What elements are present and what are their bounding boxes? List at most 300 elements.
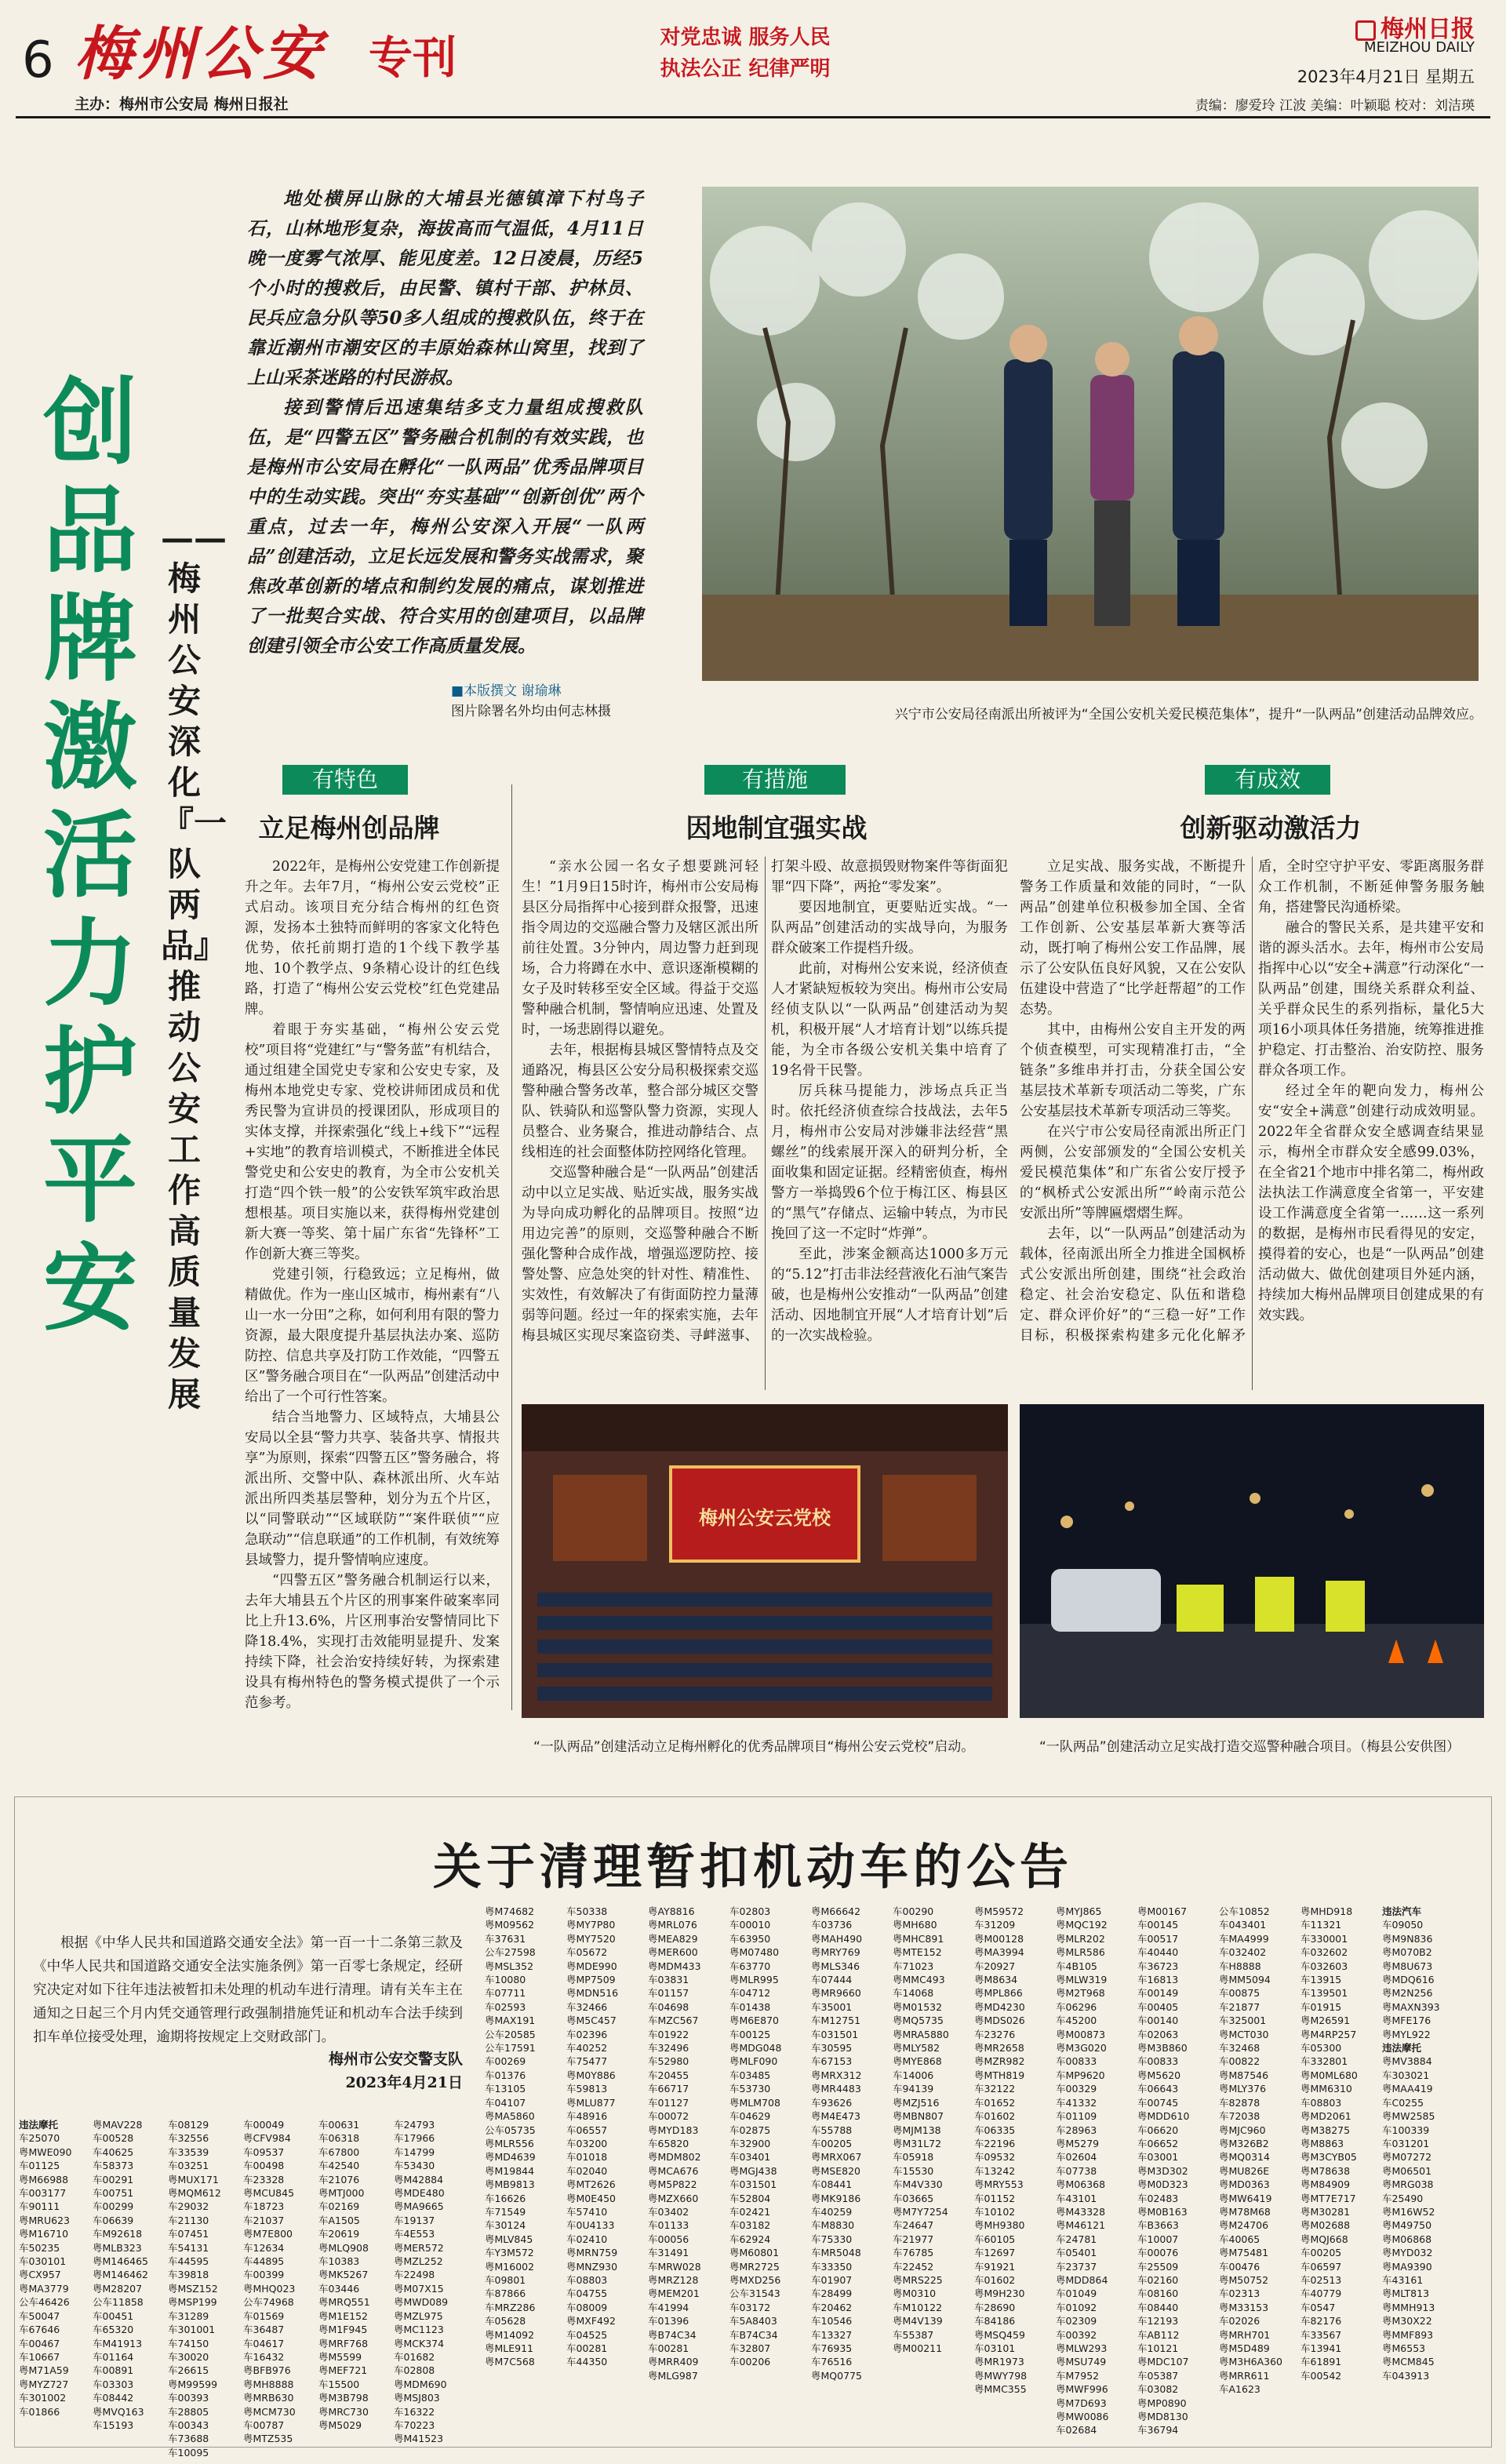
plate-entry: 粤MLR556 xyxy=(485,2137,534,2149)
plate-entry: 车15500 xyxy=(318,2378,360,2390)
plate-entry: 车10546 xyxy=(811,2315,853,2328)
plate-entry: 粤MLF090 xyxy=(729,2055,778,2068)
plate-entry: 车00010 xyxy=(729,1919,771,1931)
plate-entry: 车00751 xyxy=(93,2187,134,2200)
plate-entry: 车08160 xyxy=(1137,2287,1179,2300)
plate-entry: 粤MD4230 xyxy=(974,2000,1025,2013)
plate-entry: 粤MLR995 xyxy=(729,1974,779,1986)
plate-entry: 车MZC567 xyxy=(648,2015,699,2027)
plate-entry: 车303021 xyxy=(1382,2069,1430,2081)
plate-entry: 车75330 xyxy=(811,2233,853,2245)
plate-entry: 粤MMC493 xyxy=(893,1974,945,1986)
plate-column xyxy=(168,2118,240,2459)
notice-body: 根据《中华人民共和国道路交通安全法》第一百一十二条第三款及《中华人民共和国道路交通安全法实施条例》第一百零七条规定，经研究决定对如下往年违法被暂扣未处理的机动车进行清理。请有关车主在通知之日起三个月内凭交通管理行政强制措施凭证和机动车合法手续到扣车单位接受处理，逾期将按规定上交财政部门。 xyxy=(33,1935,463,2045)
plate-entry: 粤MDE990 xyxy=(566,1960,617,1972)
plate-entry: 车29032 xyxy=(168,2200,209,2213)
plate-entry: 车06296 xyxy=(1056,2000,1097,2013)
plate-entry: 粤MRZ128 xyxy=(648,2273,699,2286)
plate-entry: 粤MY7P80 xyxy=(566,1919,616,1931)
plate-entry: 车09537 xyxy=(243,2146,285,2158)
plate-entry: 车25490 xyxy=(1382,2192,1424,2204)
plate-entry: 粤MH8888 xyxy=(243,2378,294,2390)
plate-entry: 粤MH680 xyxy=(893,1919,937,1931)
plate-entry: 车03736 xyxy=(811,1919,853,1931)
plate-entry: 粤M16002 xyxy=(485,2260,535,2273)
plate-entry: 车00149 xyxy=(1137,1987,1179,2000)
plate-entry: 违法汽车 xyxy=(1382,1905,1422,1917)
slogan xyxy=(628,22,863,85)
plate-entry: 粤M3H6A360 xyxy=(1219,2356,1282,2368)
plate-column xyxy=(1300,1905,1379,2382)
plate-entry: 粤MDQ616 xyxy=(1382,1974,1435,1986)
plate-entry: 车36794 xyxy=(1137,2424,1179,2437)
plate-entry: 粤MRL076 xyxy=(648,1919,697,1931)
plate-entry: 粤M16710 xyxy=(19,2228,69,2240)
plate-entry: 车032602 xyxy=(1300,1946,1348,1959)
feature-subtitle: ——梅州公安深化『一队两品』推动公安工作高质量发展 xyxy=(161,519,227,1414)
plate-entry: 车02396 xyxy=(566,2028,608,2040)
plate-entry: 车10383 xyxy=(318,2255,360,2268)
plate-entry: 粤M7Y7254 xyxy=(893,2205,948,2218)
slogan-line-1: 对党忠诚 服务人民 xyxy=(660,26,831,49)
plate-entry: 粤M66642 xyxy=(811,1905,861,1917)
plate-entry: 车67800 xyxy=(318,2146,360,2158)
plate-entry: 车21130 xyxy=(168,2214,209,2226)
plate-entry: 车91921 xyxy=(974,2260,1016,2273)
plate-entry: 车01133 xyxy=(648,2219,689,2232)
plate-entry: 粤MRF768 xyxy=(318,2337,369,2349)
plate-entry: 粤MU826E xyxy=(1219,2164,1270,2177)
plate-entry: 车04525 xyxy=(566,2328,608,2341)
plate-entry: 粤MTZ535 xyxy=(243,2433,293,2445)
plate-entry: 粤MDD864 xyxy=(1056,2273,1108,2286)
plate-entry: 粤MLE911 xyxy=(485,2342,534,2354)
plate-entry: 粤MLU877 xyxy=(566,2096,616,2109)
plate-entry: 车75477 xyxy=(566,2055,608,2068)
plate-entry: 粤MAV228 xyxy=(93,2119,143,2131)
plate-entry: 粤MH9380 xyxy=(974,2219,1025,2232)
plate-entry: 粤MM6310 xyxy=(1300,2083,1352,2095)
plate-entry: 粤M3G020 xyxy=(1056,2042,1107,2055)
plate-entry: 车02410 xyxy=(566,2233,608,2245)
plate-entry: 车00329 xyxy=(1056,2083,1097,2095)
plate-entry: 粤MLB323 xyxy=(93,2241,142,2254)
plate-entry: 车00476 xyxy=(1219,2260,1260,2273)
plate-entry: 车48916 xyxy=(566,2110,608,2123)
plate-entry: 粤MRS225 xyxy=(893,2273,943,2286)
plate-entry: 车03082 xyxy=(1137,2383,1179,2396)
plate-entry: 车50047 xyxy=(19,2309,60,2322)
plate-entry: 粤M16W52 xyxy=(1382,2205,1435,2218)
plate-entry: 粤MWE090 xyxy=(19,2146,72,2158)
plate-entry: 粤M3B798 xyxy=(318,2392,369,2404)
plate-entry: 公车17591 xyxy=(485,2042,536,2055)
plate-entry: 车06597 xyxy=(1300,2260,1342,2273)
plate-entry: 车00787 xyxy=(243,2419,285,2431)
section-brand: 梅州公安 xyxy=(75,20,326,88)
plate-entry: 车70223 xyxy=(394,2419,435,2431)
plate-entry: 粤MRY553 xyxy=(974,2178,1024,2191)
plate-entry: 粤MAA419 xyxy=(1382,2083,1433,2095)
plate-entry: 车03101 xyxy=(974,2342,1016,2354)
plate-entry: 车11321 xyxy=(1300,1919,1342,1931)
plate-entry: 粤M06868 xyxy=(1382,2233,1432,2245)
plate-entry: 车00498 xyxy=(243,2160,285,2172)
plate-entry: 车22498 xyxy=(394,2269,435,2281)
plate-entry: 粤MLQ908 xyxy=(318,2241,369,2254)
plate-entry: 粤MGJ438 xyxy=(729,2164,777,2177)
plate-column xyxy=(811,1905,889,2382)
plate-entry: 车05401 xyxy=(1056,2247,1097,2259)
plate-entry: 粤MRQ551 xyxy=(318,2296,370,2309)
plate-entry: 粤M6553 xyxy=(1382,2342,1426,2354)
plate-entry: 粤MK5267 xyxy=(318,2269,369,2281)
host-organizations: 主办：梅州市公安局 梅州日报社 xyxy=(75,96,289,113)
plate-entry: 车06639 xyxy=(93,2214,134,2226)
plate-entry: 车A1505 xyxy=(318,2214,360,2226)
plate-entry: 粤MP0890 xyxy=(1137,2397,1187,2409)
plate-entry: 粤M146465 xyxy=(93,2255,149,2268)
plate-entry: 粤M3CYB05 xyxy=(1300,2151,1357,2164)
section-head-2: 因地制宜强实战 xyxy=(686,813,868,843)
plate-entry: 车74150 xyxy=(168,2337,209,2349)
plate-entry: 粤M02688 xyxy=(1300,2219,1351,2232)
plate-entry: 车28690 xyxy=(974,2301,1016,2313)
plate-entry: 车M4V330 xyxy=(893,2178,943,2191)
plate-entry: 粤M42884 xyxy=(394,2173,444,2186)
plate-entry: 车03485 xyxy=(729,2069,771,2081)
plate-entry: 车14799 xyxy=(394,2146,435,2158)
plate-entry: 车MRZ286 xyxy=(485,2301,536,2313)
plate-entry: 粤MA3779 xyxy=(19,2282,69,2295)
plate-entry: 车01682 xyxy=(394,2350,435,2363)
plate-entry: 粤MAH490 xyxy=(811,1932,863,1945)
plate-column xyxy=(1219,1905,1297,2397)
plate-entry: 车01866 xyxy=(19,2405,60,2418)
plate-entry: 车31209 xyxy=(974,1919,1016,1931)
plate-entry: 车03200 xyxy=(566,2137,608,2149)
plate-entry: 车18723 xyxy=(243,2200,285,2213)
plate-entry: 粤MCM845 xyxy=(1382,2356,1435,2368)
plate-entry: 粤MW6419 xyxy=(1219,2192,1272,2204)
plate-entry: 车02169 xyxy=(318,2200,360,2213)
plate-entry: 粤MRX312 xyxy=(811,2069,862,2081)
plate-column xyxy=(1056,1905,1134,2437)
plate-entry: 车01922 xyxy=(648,2028,689,2040)
plate-entry: 车01152 xyxy=(974,2192,1016,2204)
plate-entry: 粤MQC192 xyxy=(1056,1919,1108,1931)
notice-title: 关于清理暂扣机动车的公告 xyxy=(432,1838,1073,1895)
plate-entry: 粤M66988 xyxy=(19,2173,69,2186)
plate-entry: 粤M26591 xyxy=(1300,2015,1351,2027)
plate-entry: 车40625 xyxy=(93,2146,134,2158)
plate-entry: 粤M5D489 xyxy=(1219,2342,1270,2354)
plate-entry: 车15193 xyxy=(93,2419,134,2431)
plate-entry: 粤M5029 xyxy=(318,2419,362,2431)
plate-entry: 粤M00873 xyxy=(1056,2028,1106,2040)
plate-entry: 粤M3B860 xyxy=(1137,2042,1188,2055)
plate-entry: 车B3663 xyxy=(1137,2219,1179,2232)
plate-entry: 粤MLW293 xyxy=(1056,2342,1108,2354)
plate-entry: 车65820 xyxy=(648,2137,689,2149)
photo-top-caption: 兴宁市公安局径南派出所被评为“全国公安机关爱民模范集体”，提升“一队两品”创建活动品牌效应。 xyxy=(894,707,1482,722)
plate-entry: 车21037 xyxy=(243,2214,285,2226)
section-3-paragraph: 在兴宁市公安局径南派出所正门两侧，公安部颁发的“全国公安机关爱民模范集体”和广东省公安厅授予的“枫桥式公安派出所”“岭南示范公安派出所”等牌匾熠熠生辉。 xyxy=(1020,1124,1246,1221)
plate-entry: 车32496 xyxy=(648,2042,689,2055)
plate-entry: 车00745 xyxy=(1137,2096,1179,2109)
plate-entry: 车06652 xyxy=(1137,2137,1179,2149)
plate-entry: 粤MR2658 xyxy=(974,2042,1024,2055)
plate-entry: 粤MDG048 xyxy=(729,2042,782,2055)
villager-figure xyxy=(1090,342,1134,626)
plate-entry: 车00056 xyxy=(648,2233,689,2245)
plate-entry: 车03182 xyxy=(729,2219,771,2232)
plate-entry: 车16432 xyxy=(243,2350,285,2363)
plate-entry: 车33567 xyxy=(1300,2328,1342,2341)
plate-entry: 粤MA9390 xyxy=(1382,2260,1432,2273)
plate-entry: 粤M19844 xyxy=(485,2164,535,2177)
plate-entry: 车44350 xyxy=(566,2356,608,2368)
section-1-paragraph: 结合当地警力、区域特点，大埔县公安局以全县“警力共享、装备共享、情报共享”为原则，探索“四警五区”警务融合，将派出所、交警中队、森林派出所、火车站派出所四类基层警种，划分为五个片区，以“同警联动”“区域联防”“案件联侦”“应急联动”“信息联通”的工作机制，有效统筹县域警力，提升警情响应速度。 xyxy=(245,1410,500,1568)
plate-entry: 车84186 xyxy=(974,2315,1016,2328)
plate-entry: 车21076 xyxy=(318,2173,360,2186)
plate-entry: 粤MSL352 xyxy=(485,1960,534,1972)
plate-column xyxy=(1137,1905,1216,2437)
plate-entry: 车B74C34 xyxy=(729,2328,778,2341)
plate-column xyxy=(974,1905,1053,2397)
plate-entry: 车50338 xyxy=(566,1905,608,1917)
plate-entry: 车05672 xyxy=(566,1946,608,1959)
plate-entry: 车36723 xyxy=(1137,1960,1179,1972)
plate-entry: 车73688 xyxy=(168,2433,209,2445)
plate-entry: 粤MDM690 xyxy=(394,2378,447,2390)
plate-entry: 粤M07X15 xyxy=(394,2282,444,2295)
plate-entry: 车00145 xyxy=(1137,1919,1179,1931)
plate-entry: 车01376 xyxy=(485,2069,526,2081)
plate-entry: 粤B74C34 xyxy=(648,2328,697,2341)
plate-entry: 车M41913 xyxy=(93,2337,143,2349)
plate-entry: 车13105 xyxy=(485,2083,526,2095)
plate-entry: 粤M09562 xyxy=(485,1919,535,1931)
section-2-paragraph: 交巡警种融合是“一队两品”创建活动中以立足实战、贴近实战，服务实战为导向成功孵化的品牌项目。按照“边用边完善”的原则，交巡警种融合不断强化警种合成作战，增强巡逻防控、接警处警、应急处突的针对性、精准性、实效性，有效解决了有街面防控力量薄弱等问题。经过一年的探索实施，去年梅县城区实现尽案盗窃类、寻衅滋事、打架斗殴、故意损毁财物案件等街面犯罪“四下降”，两抢“零发案”。 xyxy=(522,859,1008,1344)
photo-launch-illustration xyxy=(522,1404,1008,1718)
plate-entry: 车59813 xyxy=(566,2083,608,2095)
plate-entry: 粤MFE176 xyxy=(1382,2015,1431,2027)
plate-entry: 车25070 xyxy=(19,2132,60,2145)
plate-entry: 车31289 xyxy=(168,2309,209,2322)
plate-entry: 车02160 xyxy=(1137,2273,1179,2286)
plate-entry: 粤M00128 xyxy=(974,1932,1024,1945)
plate-entry: 车41332 xyxy=(1056,2096,1097,2109)
plate-entry: 车4E553 xyxy=(394,2228,435,2240)
plate-entry: 车04617 xyxy=(243,2337,285,2349)
plate-entry: 粤MDE480 xyxy=(394,2187,445,2200)
section-1-body xyxy=(245,857,500,1727)
plate-column xyxy=(648,1905,726,2382)
plate-entry: 粤M24706 xyxy=(1219,2219,1269,2232)
newspaper-logo-icon xyxy=(1355,20,1376,41)
plate-entry: 车71023 xyxy=(893,1960,934,1972)
section-brand-sub: 专刊 xyxy=(369,32,457,84)
plate-entry: 车40259 xyxy=(811,2205,853,2218)
plate-entry: 粤M6E870 xyxy=(729,2015,779,2027)
plate-entry: 车44595 xyxy=(168,2255,209,2268)
section-2-paragraph: “亲水公园一名女子想要跳河轻生！”1月9日15时许，梅州市公安局梅县区分局指挥中心接到群众报警，迅速指令周边的交巡融合警力及辖区派出所前往处置。3分钟内，周边警力赶到现场，合力将蹲在水中、意识逐渐模糊的女子及时转移至安全区域。得益于交巡警种融合机制，警情响应迅速、处置及时，一场悲剧得以避免。 xyxy=(522,859,758,1038)
plate-entry: 车003177 xyxy=(19,2187,67,2200)
plate-entry: 粤MRR611 xyxy=(1219,2369,1270,2382)
plate-entry: 粤M06368 xyxy=(1056,2178,1106,2191)
plate-entry: 粤M71A59 xyxy=(19,2364,69,2377)
plate-entry: 粤MDM802 xyxy=(648,2151,701,2164)
plate-entry: 粤MLR202 xyxy=(1056,1932,1105,1945)
plate-entry: 车14068 xyxy=(893,1987,934,2000)
plate-entry: 车13941 xyxy=(1300,2342,1342,2354)
plate-entry: 车03665 xyxy=(893,2192,934,2204)
plate-entry: 粤MRG038 xyxy=(1382,2178,1434,2191)
plate-entry: 车54131 xyxy=(168,2241,209,2254)
plate-entry: 车04698 xyxy=(648,2000,689,2013)
section-3-paragraph: 经过全年的靶向发力，梅州公安“安全+满意”创建行动成效明显。2022年全省群众安全感调查结果显示，梅州全市群众安全感99.03%，在全省21个地市中排名第二，梅州政法执法工作满意度全省第一，平安建设工作满意度全省第一……这一系列的数据，是梅州市民看得见的安定，摸得着的安心，也是“一队两品”创建活动做大、做优创建项目外延内涵，持续加大梅州品牌项目创建成果的有效实践。 xyxy=(1258,1083,1484,1323)
plate-entry: 粤MCU845 xyxy=(243,2187,295,2200)
plate-entry: 车24781 xyxy=(1056,2233,1097,2245)
plate-entry: 粤MZL975 xyxy=(394,2309,443,2322)
plate-entry: 粤M0D323 xyxy=(1137,2178,1188,2191)
plate-entry: 车67646 xyxy=(19,2324,60,2336)
plate-entry: 车00631 xyxy=(318,2119,360,2131)
plate-entry: 车AB112 xyxy=(1137,2328,1180,2341)
plate-entry: 车00076 xyxy=(1137,2247,1179,2259)
plate-entry: 车67153 xyxy=(811,2055,853,2068)
photo-top-police-orchard xyxy=(702,187,1479,681)
plate-entry: 粤M0E450 xyxy=(566,2192,616,2204)
plate-entry: 车MA4999 xyxy=(1219,1932,1269,1945)
plate-entry: 车4B105 xyxy=(1056,1960,1097,1972)
plate-entry: 粤MVQ163 xyxy=(93,2405,144,2418)
plate-entry: 车06620 xyxy=(1137,2124,1179,2136)
plate-entry: 粤MLT813 xyxy=(1382,2287,1430,2300)
plate-entry: 车01109 xyxy=(1056,2110,1097,2123)
plate-entry: 粤MRB630 xyxy=(243,2392,294,2404)
plate-entry: 粤M9H230 xyxy=(974,2287,1025,2300)
plate-entry: 粤MLY582 xyxy=(893,2042,940,2055)
plate-entry: 车16626 xyxy=(485,2192,526,2204)
plate-entry: 粤MAXN393 xyxy=(1382,2000,1440,2013)
plate-entry: 车07738 xyxy=(1056,2164,1097,2177)
plate-entry: 粤M59572 xyxy=(974,1905,1024,1917)
photo-mid-left-caption: “一队两品”创建活动立足梅州孵化的优秀品牌项目“梅州公安云党校”启动。 xyxy=(533,1739,975,1755)
plate-entry: 粤MSE820 xyxy=(811,2164,860,2177)
plate-entry: 车40065 xyxy=(1219,2233,1260,2245)
plate-entry: 粤MRY769 xyxy=(811,1946,860,1959)
section-3-paragraph: 立足实战、服务实战，不断提升警务工作质量和效能的同时，“一队两品”创建单位积极参加全国、全省工作创新、公安基层革新大赛等活动，既打响了梅州公安工作品牌，展示了公安队伍良好风貌，又在公安队伍建设中营造了“比学赶帮超”的工作态势。 xyxy=(1020,859,1246,1017)
plate-entry: 车05387 xyxy=(1137,2369,1179,2382)
plate-entry: 车100339 xyxy=(1382,2124,1430,2136)
plate-entry: 车15530 xyxy=(893,2164,934,2177)
plate-entry: 车08129 xyxy=(168,2119,209,2131)
plate-entry: 车031501 xyxy=(811,2028,859,2040)
plate-entry: 车07711 xyxy=(485,1987,526,2000)
plate-entry: 粤MEA829 xyxy=(648,1932,698,1945)
plate-entry: 车MRW028 xyxy=(648,2260,701,2273)
plate-entry: 车01049 xyxy=(1056,2287,1097,2300)
plate-entry: 车40779 xyxy=(1300,2287,1342,2300)
plate-entry: 粤MMC355 xyxy=(974,2383,1027,2396)
plate-entry: 粤M14092 xyxy=(485,2328,535,2341)
plate-entry: 粤MDN516 xyxy=(566,1987,619,2000)
plate-entry: 粤MT7E717 xyxy=(1300,2192,1356,2204)
plate-column xyxy=(1382,1905,1476,2382)
plate-entry: 车05628 xyxy=(485,2315,526,2328)
plate-entry: 公车74968 xyxy=(243,2296,294,2309)
plate-entry: 粤MQ5735 xyxy=(893,2015,944,2027)
section-head-1: 立足梅州创品牌 xyxy=(258,813,440,843)
plate-entry: 粤MM5094 xyxy=(1219,1974,1271,1986)
plate-entry: 粤M326B2 xyxy=(1219,2137,1269,2149)
plate-entry: 车02593 xyxy=(485,2000,526,2013)
plate-entry: 粤M2T968 xyxy=(1056,1987,1105,2000)
plate-entry: 车03401 xyxy=(729,2151,771,2164)
plate-column xyxy=(243,2118,315,2446)
plate-entry: 粤MZJ516 xyxy=(893,2096,940,2109)
plate-entry: 车33350 xyxy=(811,2260,853,2273)
plate-entry: 车08441 xyxy=(811,2178,853,2191)
plate-entry: 车03402 xyxy=(648,2205,689,2218)
plate-entry: 车00392 xyxy=(1056,2328,1097,2341)
plate-entry: 车C0255 xyxy=(1382,2096,1424,2109)
plate-entry: 车01907 xyxy=(811,2273,853,2286)
plate-entry: 车10007 xyxy=(1137,2233,1179,2245)
plate-entry: 车24793 xyxy=(394,2119,435,2131)
plate-entry: 车42540 xyxy=(318,2160,360,2172)
plate-entry: 车02313 xyxy=(1219,2287,1260,2300)
plate-entry: 粤M4V139 xyxy=(893,2315,943,2328)
plate-entry: 粤M78638 xyxy=(1300,2164,1351,2177)
plate-entry: 粤M50752 xyxy=(1219,2273,1269,2286)
plate-entry: 车030101 xyxy=(19,2255,67,2268)
plate-entry: 车28805 xyxy=(168,2405,209,2418)
plate-entry: 粤MCT030 xyxy=(1219,2028,1269,2040)
plate-entry: 车03446 xyxy=(318,2282,360,2295)
plate-entry: 粤MBN807 xyxy=(893,2110,944,2123)
plate-entry: 车53430 xyxy=(394,2160,435,2172)
plate-entry: 车63950 xyxy=(729,1932,771,1945)
plate-entry: 粤MR4483 xyxy=(811,2083,861,2095)
plate-column xyxy=(893,1905,971,2355)
plate-entry: 车66717 xyxy=(648,2083,689,2095)
plate-entry: 粤MXD256 xyxy=(729,2273,781,2286)
plate-entry: 粤MHQ023 xyxy=(243,2282,296,2295)
plate-entry: 车00822 xyxy=(1219,2055,1260,2068)
plate-entry: 粤MWY798 xyxy=(974,2369,1028,2382)
plate-entry: 车55387 xyxy=(893,2328,934,2341)
plate-entry: 粤MXF492 xyxy=(566,2315,616,2328)
plate-entry: 车31491 xyxy=(648,2247,689,2259)
plate-entry: 粤MRA5880 xyxy=(893,2028,949,2040)
plate-entry: 粤MZX660 xyxy=(648,2192,699,2204)
plate-entry: 车00206 xyxy=(729,2356,771,2368)
plate-entry: 车24647 xyxy=(893,2219,934,2232)
plate-entry: 车325001 xyxy=(1219,2015,1267,2027)
plate-entry: 车65320 xyxy=(93,2324,134,2336)
plate-entry: 粤M33153 xyxy=(1219,2301,1269,2313)
plate-entry: 车01602 xyxy=(974,2110,1016,2123)
plate-entry: 公车46426 xyxy=(19,2296,70,2309)
plate-entry: 车00281 xyxy=(566,2342,608,2354)
plate-entry: 车32466 xyxy=(566,2000,608,2013)
section-1-paragraph: “四警五区”警务融合机制运行以来，去年大埔县五个片区的刑事案件破案率同比上升13.6%，片区刑事治安警情同比下降18.4%，实现打击效能明显提升、发案持续下降，社会治安持续好转，为探索建设具有梅州特色的警务模式提供了一个示范参考。 xyxy=(245,1573,500,1711)
plate-entry: 车08440 xyxy=(1137,2301,1179,2313)
plate-entry: 车06643 xyxy=(1137,2083,1179,2095)
